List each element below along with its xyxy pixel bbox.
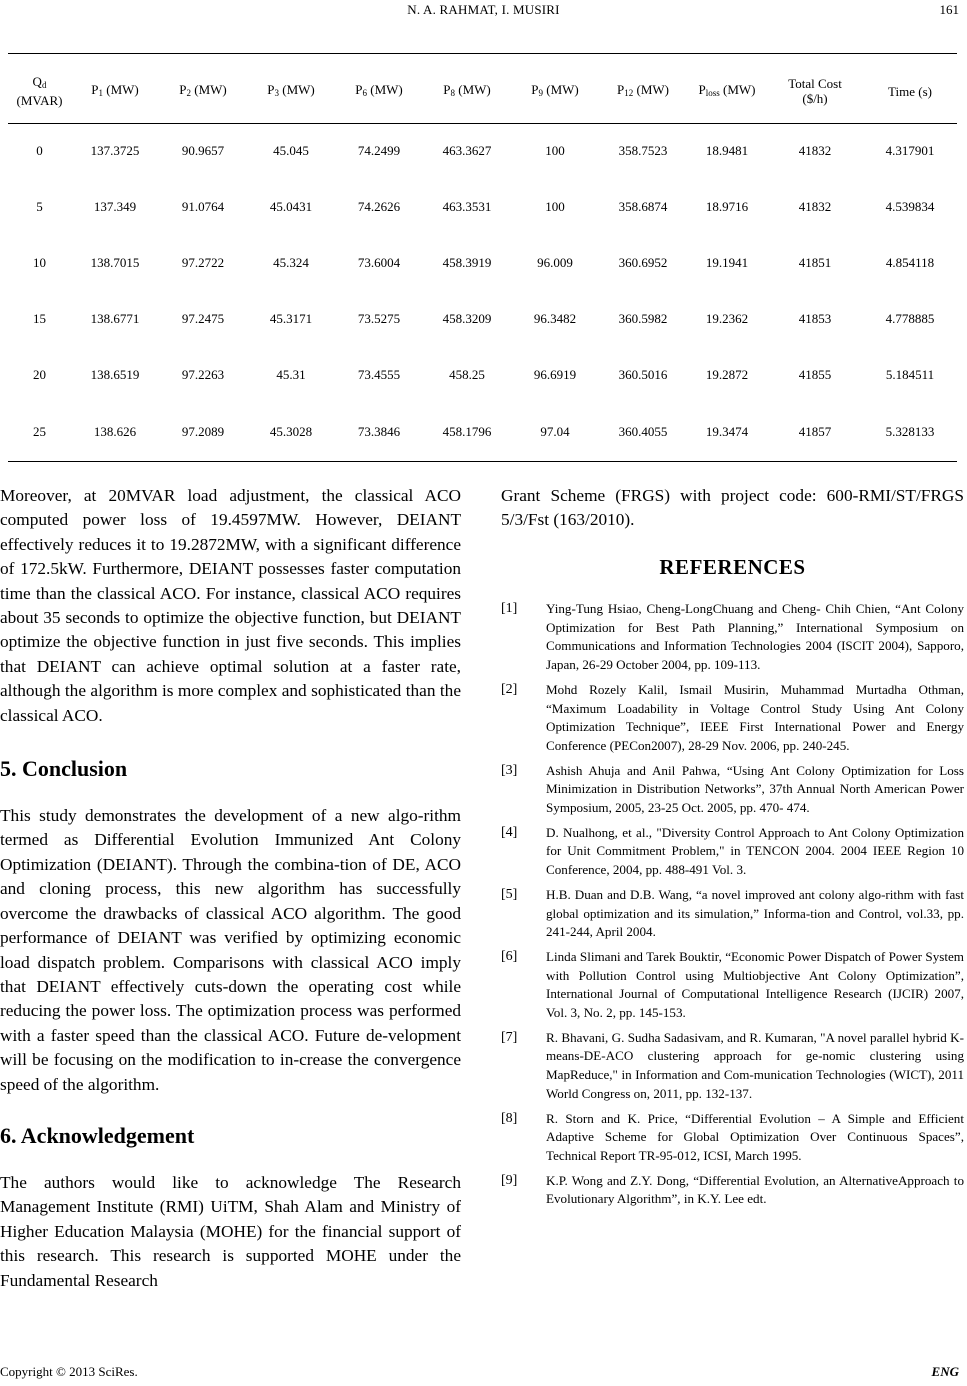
table-cell: 74.2626 — [357, 198, 401, 214]
table-cell: 97.2722 — [181, 254, 225, 270]
table-cell: 138.6519 — [90, 367, 140, 383]
table-cell: 41832 — [798, 198, 832, 214]
reference-number: [7] — [501, 1029, 518, 1045]
table-cell: 463.3531 — [442, 198, 492, 214]
table-header-cell: $Q_d$ (MVAR) — [16, 74, 63, 108]
table-row — [8, 122, 957, 178]
acknowledgement-continued: Grant Scheme (FRGS) with project code: 600-RMI/ST/FRGS 5/3/Fst (163/2010). — [501, 486, 964, 530]
reference-item — [501, 762, 964, 818]
table-row — [8, 178, 957, 234]
reference-item — [501, 1110, 964, 1166]
table-cell: 0 — [36, 142, 43, 158]
conclusion-paragraph: This study demonstrates the development of a new algo-rithm termed as Differential Evolution Immunized Ant Colony Optimization (DEIANT). Through the combina-tion of DE, ACO and cloning process, this new algorithm has successfully overcome the drawbacks of classical ACO algorithm. The good performance of DEIANT was verified by optimizing economic load dispatch problem. Comparisons with classical ACO imply that DEIANT effectively cuts-down the operating cost while reducing the power loss. The optimization process was performed with a faster speed than the classical ACO. Future de-velopment will be focusing on the modification to in-crease the convergence speed of the algorithm. — [0, 806, 461, 1094]
table-header-cell: $P_8$ (MW) — [443, 81, 491, 98]
reference-item — [501, 886, 964, 942]
table-cell: 96.009 — [537, 254, 573, 270]
acknowledgement-heading: 6. Acknowledgement — [0, 1122, 195, 1148]
table-row — [8, 347, 957, 403]
table-cell: 96.3482 — [533, 311, 577, 327]
results-table — [8, 60, 957, 459]
table-cell: 138.6771 — [90, 311, 140, 327]
reference-item — [501, 1172, 964, 1209]
table-cell: 458.3919 — [442, 254, 492, 270]
table-cell: 25 — [33, 423, 46, 439]
running-title: N. A. RAHMAT, I. MUSIRI — [407, 2, 560, 17]
table-cell: 10 — [33, 254, 46, 270]
table-row — [8, 234, 957, 290]
reference-number: [4] — [501, 824, 518, 840]
table-cell: 100 — [545, 142, 565, 158]
table-cell: 18.9481 — [705, 142, 749, 158]
reference-number: [1] — [501, 601, 518, 616]
table-cell: 45.3171 — [269, 311, 313, 327]
reference-item — [501, 600, 964, 675]
table-cell: 41851 — [798, 254, 832, 270]
table-cell: 463.3627 — [442, 142, 492, 158]
table-cell: 5.184511 — [885, 367, 935, 383]
table-header-cell: $P_3$ (MW) — [267, 81, 315, 98]
table-header-row — [8, 60, 957, 122]
table-cell: 73.4555 — [357, 367, 401, 383]
table-cell: 458.1796 — [442, 423, 492, 439]
reference-item — [501, 681, 964, 756]
reference-text: Ashish Ahuja and Anil Pahwa, “Using Ant Colony Optimization for Loss Minimization in Distribution Networks”, 37th Annual North American Power Symposium, 2005, 23-25 Oct. 2005, pp. 470- 474. — [546, 762, 964, 816]
table-cell: 4.854118 — [885, 254, 935, 270]
table-body — [8, 122, 957, 459]
table-header-cell: $P_1$ (MW) — [91, 81, 139, 98]
table-cell: 41853 — [798, 311, 832, 327]
table-cell: 45.045 — [273, 142, 309, 158]
table-cell: 91.0764 — [181, 198, 225, 214]
table-cell: 73.3846 — [357, 423, 401, 439]
table-cell: 19.1941 — [705, 254, 749, 270]
table-cell: 41857 — [798, 423, 832, 439]
table-cell: 41832 — [798, 142, 832, 158]
table-cell: 97.2089 — [181, 423, 225, 439]
reference-text: K.P. Wong and Z.Y. Dong, “Differential Evolution, an AlternativeApproach to Evolutionary Algorithm”, in K.Y. Lee edt. — [546, 1172, 964, 1207]
table-cell: 96.6919 — [533, 367, 577, 383]
reference-number: [6] — [501, 948, 518, 964]
table-header-cell: $P_2$ (MW) — [179, 81, 227, 98]
table-header-cell: Time (s) — [888, 83, 932, 99]
table-cell: 45.3028 — [269, 423, 313, 439]
references-heading: REFERENCES — [659, 554, 806, 579]
table-cell: 20 — [33, 367, 46, 383]
table-cell: 41855 — [798, 367, 832, 383]
reference-item — [501, 1029, 964, 1104]
reference-number: [2] — [501, 681, 518, 697]
table-row — [8, 291, 957, 347]
table-header-cell: $P_9$ (MW) — [531, 81, 579, 98]
table-cell: 360.5016 — [618, 367, 668, 383]
table-row — [8, 403, 957, 459]
table-cell: 100 — [545, 198, 565, 214]
table-cell: 137.3725 — [90, 142, 140, 158]
reference-number: [8] — [501, 1110, 518, 1126]
table-cell: 360.6952 — [618, 254, 668, 270]
copyright: Copyright © 2013 SciRes. — [0, 1364, 138, 1379]
table-cell: 4.778885 — [885, 311, 935, 327]
reference-item — [501, 824, 964, 880]
table-cell: 360.4055 — [618, 423, 668, 439]
table-cell: 90.9657 — [181, 142, 225, 158]
table-cell: 74.2499 — [357, 142, 401, 158]
table-cell: 458.3209 — [442, 311, 492, 327]
table-cell: 45.0431 — [269, 198, 313, 214]
reference-text: Linda Slimani and Tarek Bouktir, “Economic Power Dispatch of Power System with Pollution Control using Multiobjective Ant Colony Optimization”, International Journal of Computational Intelligence Research (IJCIR) 2007, Vol. 3, No. 2, pp. 145-153. — [546, 948, 964, 1021]
table-header-cell: $P_{loss}$ (MW) — [698, 81, 756, 98]
table-cell: 19.3474 — [705, 423, 749, 439]
table-cell: 45.324 — [273, 254, 309, 270]
table-bottom-rule — [8, 461, 957, 462]
reference-item — [501, 948, 964, 1023]
table-cell: 19.2872 — [705, 367, 749, 383]
table-cell: 358.7523 — [618, 142, 668, 158]
right-column — [501, 484, 964, 579]
table-cell: 97.2475 — [181, 311, 225, 327]
table-cell: 45.31 — [276, 367, 306, 383]
table-cell: 19.2362 — [705, 311, 749, 327]
reference-text: R. Bhavani, G. Sudha Sadasivam, and R. Kumaran, "A novel parallel hybrid K-means-DE-ACO clustering approach for ge-nomic clustering using MapReduce," in Information and Com-munication Technologies (WICT), 2011 World Congress on, 2011, pp. 132-137. — [546, 1029, 964, 1101]
table-cell: 5.328133 — [885, 423, 935, 439]
reference-number: [9] — [501, 1172, 518, 1188]
table-cell: 73.6004 — [357, 254, 401, 270]
table-cell: 18.9716 — [705, 198, 749, 214]
table-cell: 138.7015 — [90, 254, 140, 270]
conclusion-heading: 5. Conclusion — [0, 756, 128, 782]
table-cell: 97.2263 — [181, 367, 225, 383]
reference-text: R. Storn and K. Price, “Differential Evolution – A Simple and Efficient Adaptive Scheme for Global Optimization Over Continuous Spaces”, Technical Report TR-95-012, ICSI, March 1995. — [546, 1110, 964, 1163]
table-header-cell: $P_{12}$ (MW) — [617, 81, 669, 98]
table-header-cell: Total Cost ($/h) — [788, 76, 842, 106]
reference-text: H.B. Duan and D.B. Wang, “a novel improved ant colony algo-rithm with fast global optimization and its simulation,” Informa-tion and Control, vol.33, pp. 241-244, April 2004. — [546, 886, 964, 940]
table-cell: 15 — [33, 311, 46, 327]
reference-text: D. Nualhong, et al., "Diversity Control Approach to Ant Colony Optimization for Unit Commitment Problem," in TENCON 2004. 2004 IEEE Region 10 Conference, 2004, pp. 488-491 Vol. 3. — [546, 824, 964, 878]
table-cell: 138.626 — [93, 423, 137, 439]
table-cell: 360.5982 — [618, 311, 668, 327]
reference-text: Ying-Tung Hsiao, Cheng-LongChuang and Cheng- Chih Chien, “Ant Colony Optimization for Best Path Planning,” International Symposium on Communications and Information Technologies 2004 (ISCIT 2004), Sapporo, Japan, 26-29 October 2004, pp. 109-113. — [546, 601, 964, 673]
table-cell: 458.25 — [449, 367, 485, 383]
table-cell: 4.539834 — [885, 198, 935, 214]
reference-text: Mohd Rozely Kalil, Ismail Musirin, Muhammad Murtadha Othman, “Maximum Loadability in Voltage Control Study Using Ant Colony Optimization Technique”, IEEE First International Power and Energy Conference (PECon2007), 28-29 Nov. 2006, pp. 240-245. — [546, 681, 964, 753]
page-number: 161 — [939, 2, 959, 17]
table-cell: 73.5275 — [357, 311, 401, 327]
table-cell: 358.6874 — [618, 198, 668, 214]
table-cell: 137.349 — [93, 198, 137, 214]
table-header-cell: $P_6$ (MW) — [355, 81, 403, 98]
acknowledgement-paragraph: The authors would like to acknowledge The Research Management Institute (RMI) UiTM, Shah Alam and Ministry of Higher Education Malaysia (MOHE) for the financial support of this research. This research is supported MOHE under the Fundamental Research — [0, 1172, 461, 1290]
references-list — [501, 600, 964, 1215]
table-cell: 5 — [36, 198, 43, 214]
table-top-rule — [8, 53, 957, 54]
table-cell: 97.04 — [540, 423, 570, 439]
reference-number: [5] — [501, 886, 518, 902]
table-cell: 4.317901 — [885, 142, 935, 158]
journal-abbrev: ENG — [931, 1364, 959, 1379]
reference-number: [3] — [501, 762, 518, 778]
left-column — [0, 484, 461, 1293]
intro-paragraph: Moreover, at 20MVAR load adjustment, the classical ACO computed power loss of 19.4597MW. However, DEIANT effectively reduces it to 19.2872MW, with a significant difference of 172.5kW. Furthermore, DEIANT possesses faster computation time than the classical ACO. For instance, classical ACO requires about 35 seconds to optimize the objective function, but DEIANT optimize the objective function in just five seconds. This implies that DEIANT can achieve optimal solution at a faster rate, although the algorithm is more complex and sophisticated than the classical ACO. — [0, 486, 461, 725]
